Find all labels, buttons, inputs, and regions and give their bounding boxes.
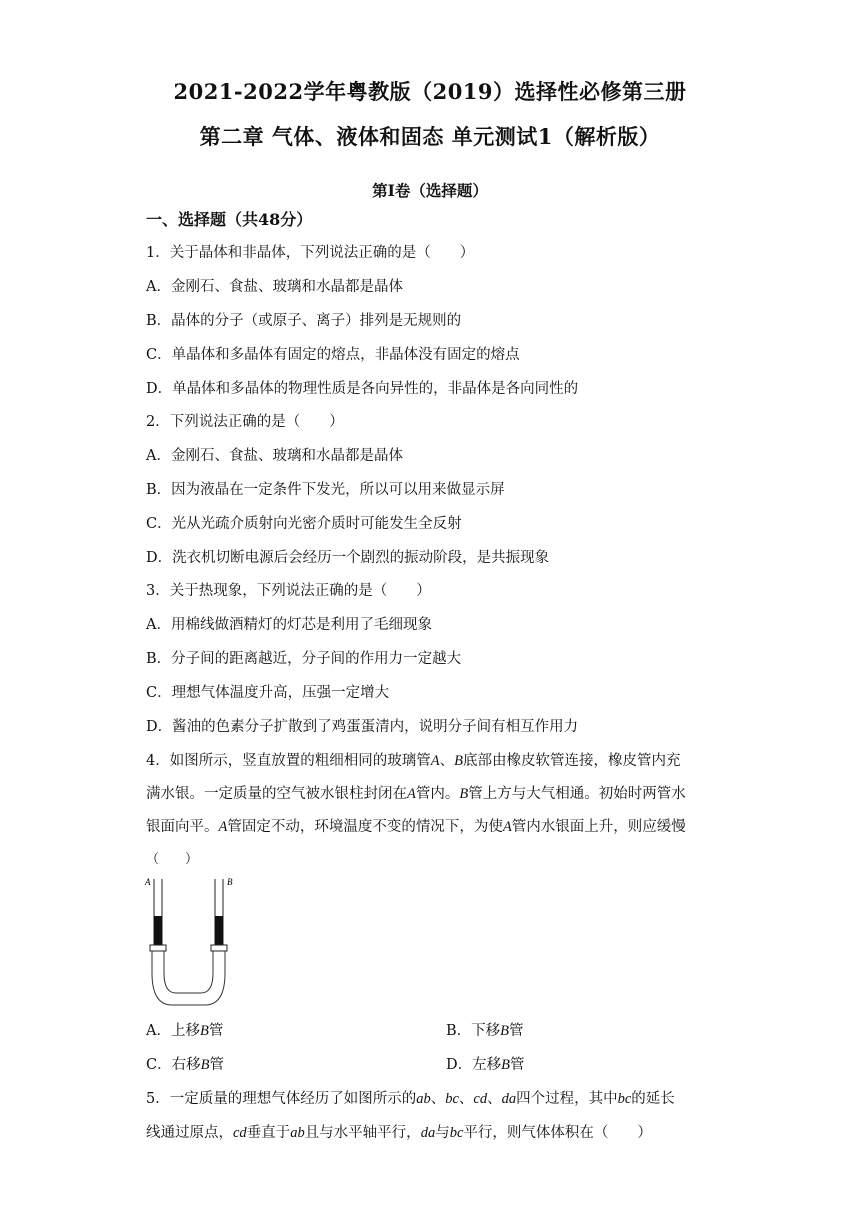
- rubber-hose-inner: [164, 951, 213, 993]
- question-3-stem: 3．关于热现象，下列说法正确的是（ ）: [146, 583, 431, 599]
- question-5-stem-line2: 线通过原点，cd垂直于ab且与水平轴平行，da与bc平行，则气体体积在（ ）: [146, 1125, 652, 1141]
- question-4-option-d: D．左移B管: [446, 1057, 525, 1073]
- question-3-option-b: B．分子间的距离越近，分子间的作用力一定越大: [146, 651, 462, 667]
- rubber-hose-outer: [152, 951, 225, 1005]
- question-2-option-a: A．金刚石、食盐、玻璃和水晶都是晶体: [146, 448, 403, 464]
- question-1-option-a: A．金刚石、食盐、玻璃和水晶都是晶体: [146, 279, 403, 295]
- document-title-line1: 2021-2022学年粤教版（2019）选择性必修第三册: [173, 79, 687, 104]
- question-4-stem-line1: 4．如图所示，竖直放置的粗细相同的玻璃管A、B底部由橡皮软管连接，橡皮管内充: [146, 753, 681, 769]
- section-heading: 一、选择题（共48分）: [146, 210, 313, 229]
- mercury-column-b: [215, 916, 223, 946]
- tube-a: [154, 879, 162, 948]
- tube-b-label: B: [227, 877, 233, 887]
- joint-a: [150, 945, 166, 951]
- question-1-option-d: D．单晶体和多晶体的物理性质是各向异性的，非晶体是各向同性的: [146, 381, 579, 397]
- question-4-option-c: C．右移B管: [146, 1057, 224, 1073]
- document-title-line2: 第二章 气体、液体和固态 单元测试1（解析版）: [199, 124, 661, 149]
- volume-heading: 第Ⅰ卷（选择题）: [372, 181, 488, 200]
- question-2-option-c: C．光从光疏介质射向光密介质时可能发生全反射: [146, 516, 462, 532]
- question-4-stem-line3: 银面向平。A管固定不动，环境温度不变的情况下，为使A管内水银面上升，则应缓慢: [146, 819, 686, 835]
- mercury-column-a: [154, 916, 162, 946]
- question-3-option-d: D．酱油的色素分子扩散到了鸡蛋蛋清内，说明分子间有相互作用力: [146, 719, 579, 735]
- joint-b: [211, 945, 227, 951]
- question-4-answer-blank: （ ）: [146, 852, 199, 867]
- question-1-stem: 1．关于晶体和非晶体，下列说法正确的是（ ）: [146, 245, 475, 261]
- tube-a-label: A: [145, 877, 151, 887]
- question-1-option-b: B．晶体的分子（或原子、离子）排列是无规则的: [146, 313, 462, 329]
- u-tube-figure: [142, 873, 242, 1015]
- question-2-stem: 2．下列说法正确的是（ ）: [146, 414, 344, 430]
- question-4-option-a: A．上移B管: [146, 1023, 224, 1039]
- question-1-option-c: C．单晶体和多晶体有固定的熔点，非晶体没有固定的熔点: [146, 347, 520, 363]
- question-2-option-b: B．因为液晶在一定条件下发光，所以可以用来做显示屏: [146, 482, 505, 498]
- question-4-stem-line2: 满水银。一定质量的空气被水银柱封闭在A管内。B管上方与大气相通。初始时两管水: [146, 786, 686, 802]
- question-3-option-c: C．理想气体温度升高，压强一定增大: [146, 685, 390, 701]
- tube-b: [215, 879, 223, 948]
- question-3-option-a: A．用棉线做酒精灯的灯芯是利用了毛细现象: [146, 617, 432, 633]
- question-2-option-d: D．洗衣机切断电源后会经历一个剧烈的振动阶段，是共振现象: [146, 550, 550, 566]
- question-5-stem-line1: 5．一定质量的理想气体经历了如图所示的ab、bc、cd、da四个过程，其中bc的延长: [146, 1091, 675, 1107]
- question-4-option-b: B．下移B管: [446, 1023, 524, 1039]
